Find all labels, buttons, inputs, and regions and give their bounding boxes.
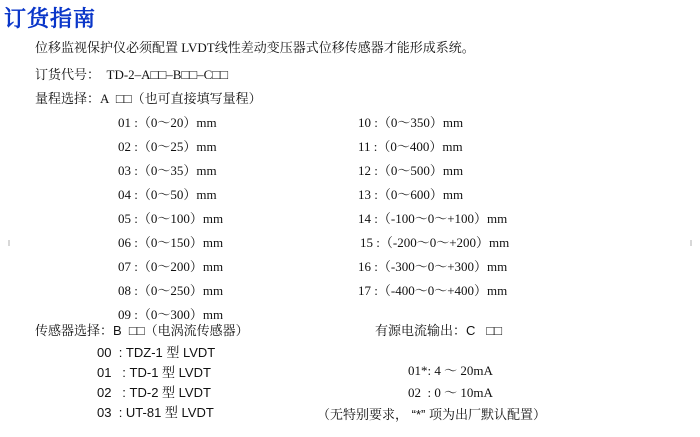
sensor-row: 03 : UT-81 型 LVDT (97, 405, 214, 420)
range-code: 17 (358, 283, 371, 298)
range-row: 13 :（0～600）mm (358, 187, 464, 202)
range-select-label: 量程选择：A (35, 91, 110, 106)
range-value: （-200～0～+200）mm (379, 235, 510, 250)
range-value: （0～25）mm (137, 139, 217, 154)
range-row: 04 :（0～50）mm (118, 187, 217, 202)
current-output-label: 有源电流输出：C (375, 323, 476, 338)
current-output-placeholder: □□ (486, 323, 502, 338)
range-row: 15 :（-200～0～+200）mm (360, 235, 510, 250)
current-code: 01* (408, 363, 428, 378)
current-option-row: 01*: 4 ～ 20mA (408, 363, 493, 378)
range-row: 16 :（-300～0～+300）mm (358, 259, 508, 274)
range-value: （0～350）mm (377, 115, 464, 130)
range-value: （0～20）mm (137, 115, 217, 130)
range-code: 07 (118, 259, 131, 274)
range-value: （0～50）mm (137, 187, 217, 202)
sensor-row: 01 : TD-1 型 LVDT (97, 365, 211, 380)
current-option-row: 02 : 0 ～ 10mA (408, 385, 493, 400)
range-code: 02 (118, 139, 131, 154)
sensor-name: UT-81 型 LVDT (125, 405, 214, 420)
range-row: 06 :（0～150）mm (118, 235, 224, 250)
sensor-name: TD-1 型 LVDT (129, 365, 211, 380)
range-code: 15 (360, 235, 373, 250)
current-code: 02 (408, 385, 421, 400)
current-value: 4 ～ 20mA (434, 363, 493, 378)
current-output-line (375, 320, 502, 339)
range-select-placeholder: □□ (115, 91, 132, 106)
default-config-note: （无特别要求， “*” 项为出厂默认配置） (317, 407, 546, 422)
range-select-note: （也可直接填写量程） (131, 91, 262, 106)
sensor-code: 00 (97, 345, 112, 360)
range-value: （0～150）mm (137, 235, 224, 250)
range-value: （0～250）mm (137, 283, 224, 298)
range-row: 11 :（0～400）mm (358, 139, 463, 154)
range-code: 08 (118, 283, 131, 298)
range-row: 12 :（0～500）mm (358, 163, 464, 178)
range-value: （-400～0～+400）mm (377, 283, 508, 298)
range-code: 04 (118, 187, 131, 202)
current-value: 0 ～ 10mA (434, 385, 493, 400)
sensor-row: 00 : TDZ-1 型 LVDT (97, 345, 216, 360)
page-title: 订货指南 (4, 7, 97, 32)
range-code: 03 (118, 163, 131, 178)
sensor-select-label: 传感器选择：B (35, 323, 122, 338)
range-value: （0～400）mm (377, 139, 463, 154)
range-row: 09 :（0～300）mm (118, 307, 224, 322)
intro-text: 位移监视保护仪必须配置 LVDT线性差动变压器式位移传感器才能形成系统。 (35, 40, 475, 55)
range-value: （0～500）mm (377, 163, 464, 178)
range-code: 16 (358, 259, 371, 274)
range-select-line (35, 88, 262, 107)
order-code-line (35, 64, 228, 83)
range-value: （-300～0～+300）mm (377, 259, 508, 274)
range-value: （0～35）mm (137, 163, 217, 178)
edge-mark (690, 240, 692, 246)
sensor-code: 03 (97, 405, 112, 420)
range-row: 17 :（-400～0～+400）mm (358, 283, 508, 298)
range-code: 09 (118, 307, 131, 322)
range-code: 12 (358, 163, 371, 178)
range-row: 07 :（0～200）mm (118, 259, 224, 274)
range-code: 06 (118, 235, 131, 250)
range-value: （0～100）mm (137, 211, 224, 226)
range-row: 01 :（0～20）mm (118, 115, 217, 130)
range-code: 14 (358, 211, 371, 226)
range-value: （0～300）mm (137, 307, 224, 322)
sensor-code: 01 (97, 365, 112, 380)
range-row: 08 :（0～250）mm (118, 283, 224, 298)
range-row: 02 :（0～25）mm (118, 139, 217, 154)
range-value: （-100～0～+100）mm (377, 211, 508, 226)
range-value: （0～600）mm (377, 187, 464, 202)
sensor-row: 02 : TD-2 型 LVDT (97, 385, 211, 400)
range-code: 01 (118, 115, 131, 130)
range-row: 10 :（0～350）mm (358, 115, 464, 130)
range-row: 03 :（0～35）mm (118, 163, 217, 178)
range-code: 11 (358, 139, 371, 154)
range-code: 13 (358, 187, 371, 202)
sensor-name: TD-2 型 LVDT (129, 385, 211, 400)
sensor-select-line (35, 320, 249, 339)
sensor-code: 02 (97, 385, 112, 400)
order-code-value: TD-2–A□□–B□□–C□□ (106, 67, 229, 82)
range-row: 14 :（-100～0～+100）mm (358, 211, 508, 226)
range-value: （0～200）mm (137, 259, 224, 274)
edge-mark (8, 240, 10, 246)
range-code: 05 (118, 211, 131, 226)
sensor-select-note: （电涡流传感器） (144, 323, 249, 338)
order-code-label: 订货代号： (35, 67, 101, 82)
range-row: 05 :（0～100）mm (118, 211, 224, 226)
sensor-name: TDZ-1 型 LVDT (125, 345, 216, 360)
sensor-select-placeholder: □□ (128, 323, 145, 338)
range-code: 10 (358, 115, 371, 130)
